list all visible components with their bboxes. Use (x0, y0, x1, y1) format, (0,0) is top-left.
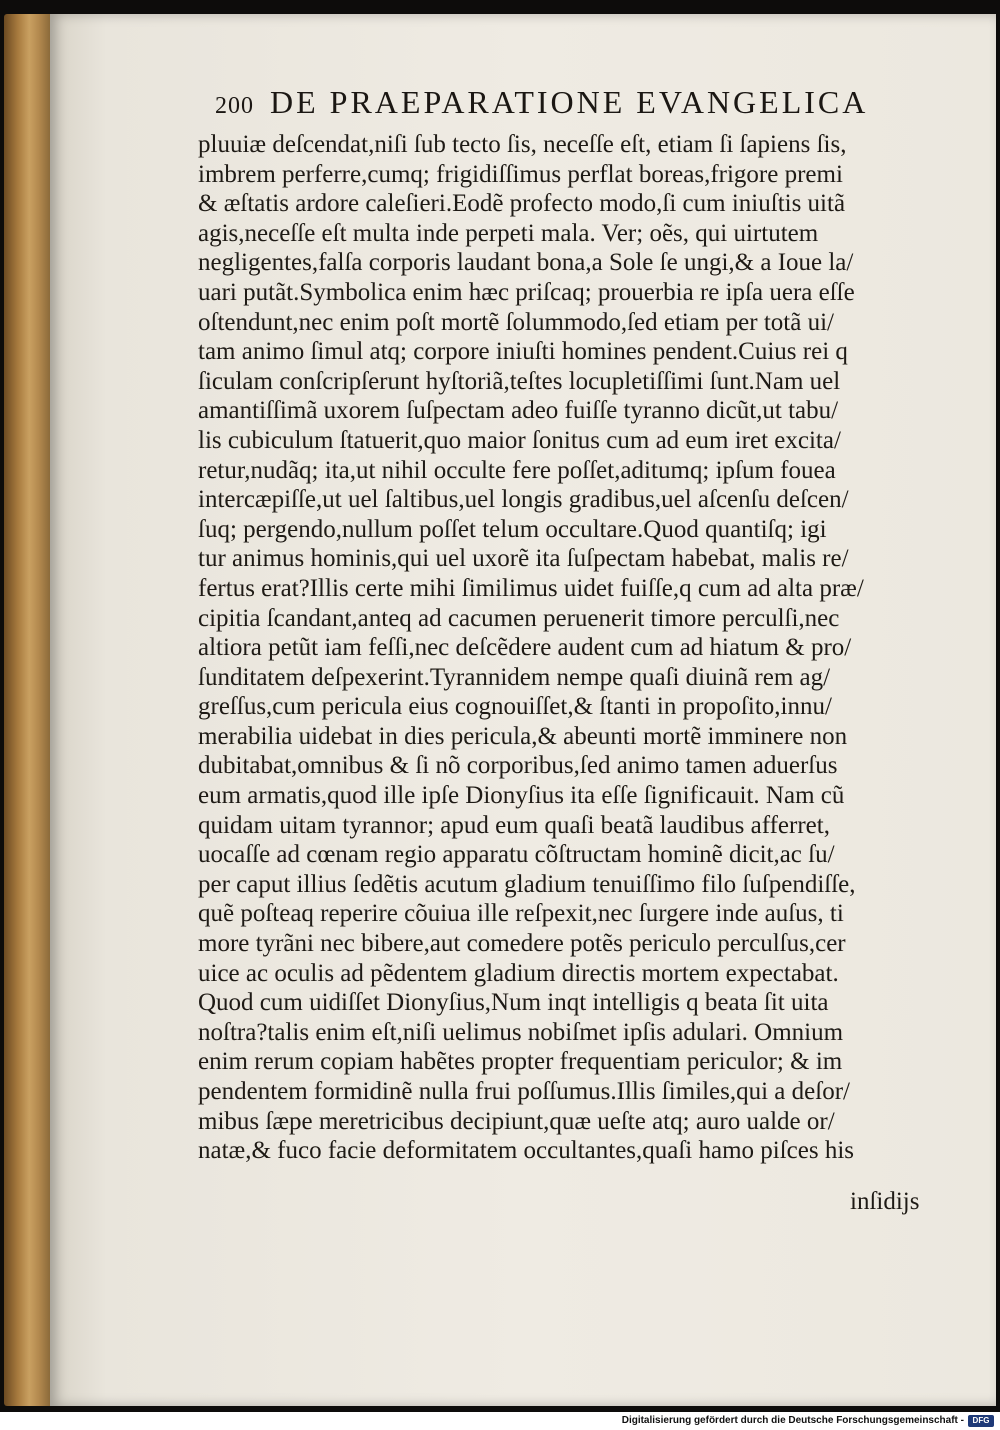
text-line: pluuiæ deſcendat,niſi ſub tecto ſis, neceſſe eſt, etiam ſi ſapiens ſis, (198, 131, 847, 158)
text-line: uari putãt.Symbolica enim hæc priſcaq; prouerbia re ipſa uera eſſe (198, 278, 855, 306)
text-line: per caput illius ſedẽtis acutum gladium tenuiſſimo filo ſuſpendiſſe, (198, 870, 856, 898)
text-line: pendentem formidinẽ nulla frui poſſumus.Illis ſimiles,qui a deſor/ (198, 1078, 850, 1105)
page-number: 200 (215, 93, 254, 119)
text-line: greſſus,cum pericula eius cognouiſſet,& ſtanti in propoſito,innu/ (198, 693, 832, 721)
text-line: uice ac oculis ad pẽdentem gladium directis mortem expectabat. (198, 959, 839, 987)
text-line: ſunditatem deſpexerint.Tyrannidem nempe quaſi diuinã rem ag/ (198, 663, 831, 691)
text-line: merabilia uidebat in dies pericula,& abeunti mortẽ imminere non (198, 722, 848, 750)
catchword: inſidijs (850, 1188, 920, 1215)
text-line: ſiculam conſcripſerunt hyſtoriã,teſtes locupletiſſimi ſunt.Nam uel (198, 367, 841, 395)
footer-credit: Digitalisierung gefördert durch die Deutsche Forschungsgemeinschaft - (621, 1415, 964, 1426)
text-line: lis cubiculum ſtatuerit,quo maior ſonitus cum ad eum iret excita/ (198, 426, 841, 454)
text-line: noſtra?talis enim eſt,niſi uelimus nobiſmet ipſis adulari. Omnium (198, 1018, 844, 1046)
text-line: dubitabat,omnibus & ſi nõ corporibus,ſed animo tamen aduerſus (198, 752, 838, 780)
footer-bar (0, 1412, 1000, 1430)
text-line: & æſtatis ardore caleſieri.Eodẽ profecto modo,ſi cum iniuſtis uitã (198, 190, 846, 218)
text-line: Quod cum uidiſſet Dionyſius,Num inqt intelligis q beata ſit uita (198, 989, 829, 1017)
text-line: agis,neceſſe eſt multa inde perpeti mala. Ver; oẽs, qui uirtutem (198, 219, 819, 247)
running-title: DE PRAEPARATIONE EVANGELICA (270, 84, 869, 120)
text-line: tur animus hominis,qui uel uxorẽ ita ſuſpectam habebat, malis re/ (198, 545, 849, 573)
dfg-logo: DFG (968, 1415, 994, 1427)
text-line: eum armatis,quod ille ipſe Dionyſius ita eſſe ſignificauit. Nam cũ (198, 782, 845, 810)
text-line: natæ,& fuco facie deformitatem occultantes,quaſi hamo piſces his (198, 1137, 855, 1165)
text-line: imbrem perferre,cumq; frigidiſſimus perflat boreas,frigore premi (198, 160, 843, 188)
text-line: tam animo ſimul atq; corpore iniuſti homines pendent.Cuius rei q (198, 338, 848, 366)
text-line: quidam uitam tyrannor; apud eum quaſi beatã laudibus afferret, (198, 811, 830, 839)
text-line: amantiſſimã uxorem ſuſpectam adeo fuiſſe tyranno dicũt,ut tabu/ (198, 397, 839, 425)
text-line: quẽ poſteaq reperire cõuiua ille reſpexit,nec ſurgere inde auſus, ti (198, 900, 844, 928)
book-spine-edge (4, 14, 50, 1406)
text-line: uocaſſe ad cœnam regio apparatu cõſtructam hominẽ dicit,ac ſu/ (198, 841, 835, 869)
text-line: mibus ſæpe meretricibus decipiunt,quæ ueſte atq; auro ualde or/ (198, 1107, 835, 1135)
text-line: fertus erat?Illis certe mihi ſimilimus uidet fuiſſe,q cum ad alta præ/ (198, 574, 864, 602)
text-line: intercæpiſſe,ut uel ſaltibus,uel longis gradibus,uel aſcenſu deſcen/ (198, 486, 849, 514)
text-line: retur,nudãq; ita,ut nihil occulte fere poſſet,aditumq; ipſum fouea (198, 456, 836, 484)
text-line: altiora petũt iam feſſi,nec deſcẽdere audent cum ad hiatum & pro/ (198, 634, 852, 662)
text-line: cipitia ſcandant,anteq ad cacumen peruenerit timore perculſi,nec (198, 604, 840, 632)
body-text (198, 130, 918, 1166)
page-header (215, 84, 915, 124)
text-line: more tyrãni nec bibere,aut comedere potẽs periculo perculſus,cer (198, 930, 846, 958)
text-line: oſtendunt,nec enim poſt mortẽ ſolummodo,ſed etiam per totã ui/ (198, 308, 834, 336)
text-line: negligentes,falſa corporis laudant bona,a Sole ſe ungi,& a Ioue la/ (198, 249, 854, 277)
text-line: enim rerum copiam habẽtes propter frequentiam periculor; & im (198, 1048, 843, 1076)
text-line: ſuq; pergendo,nullum poſſet telum occultare.Quod quantiſq; igi (198, 515, 827, 543)
